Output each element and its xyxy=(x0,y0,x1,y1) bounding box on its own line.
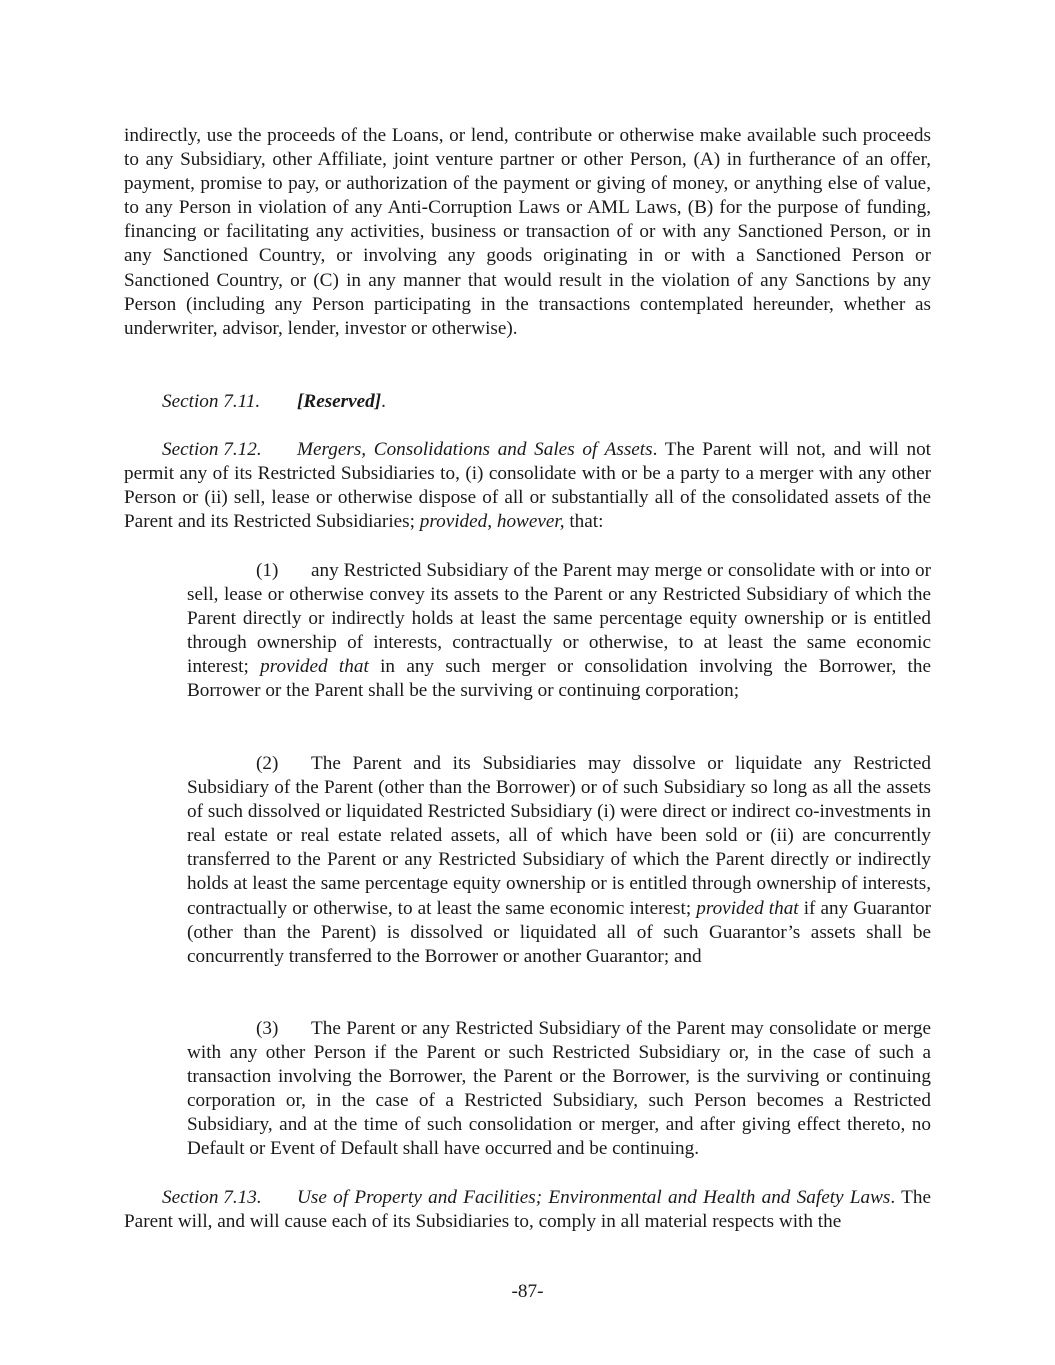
section-title: [Reserved] xyxy=(297,391,382,412)
clause-1 xyxy=(187,559,931,704)
section-number: Section 7.12. xyxy=(162,439,262,460)
clause-3 xyxy=(187,1017,931,1162)
section-title-end: . xyxy=(652,439,658,460)
continuation-paragraph: indirectly, use the proceeds of the Loans, or lend, contribute or otherwise make available such proceeds to any Subsidiary, other Affiliate, joint venture partner or other Person, (A) in furtherance of an offer, payment, promise to pay, or authorization of the payment or giving of money, or anything else of value, to any Person in violation of any Anti-Corruption Laws or AML Laws, (B) for the purpose of funding, financing or facilitating any activities, business or transaction of or with any Sanctioned Person, or in any Sanctioned Country, or involving any goods originating in or with a Sanctioned Person or Sanctioned Country, or (C) in any manner that would result in the violation of any Sanctions by any Person (including any Person participating in the transactions contemplated hereunder, whether as underwriter, advisor, lender, investor or otherwise). xyxy=(124,125,931,339)
section-body: The Parent will, and will cause each of its Subsidiaries to, comply in all material respects with the xyxy=(124,1187,931,1233)
section-7-12 xyxy=(124,438,931,534)
clause-label: (3) xyxy=(256,1018,279,1039)
section-body: The Parent will not, and will not permit any of its Restricted Subsidiaries to, (i) consolidate with or be a party to a merger with any other Person or (ii) sell, lease or otherwise dispose of all or substantially all of the consolidated assets of the Parent and its Restricted Subsidiaries; xyxy=(124,439,931,533)
clause-label: (1) xyxy=(256,560,279,581)
clause-text-end: if any Guarantor (other than the Parent) is dissolved or liquidated all of such Guarantor’s assets shall be concurrently transferred to the Borrower or another Guarantor; and xyxy=(187,897,931,967)
clause-text: any Restricted Subsidiary of the Parent may merge or consolidate with or into or sell, lease or otherwise convey its assets to the Parent or any Restricted Subsidiary of which the Parent directly or indirectly holds at least the same percentage equity ownership or is entitled through ownership of interests, contractually or otherwise, to at least the same economic interest; xyxy=(187,560,931,678)
section-title: Use of Property and Facilities; Environmental and Health and Safety Laws xyxy=(297,1187,891,1208)
clause-2 xyxy=(187,752,931,969)
clause-text-end: in any such merger or consolidation involving the Borrower, the Borrower or the Parent shall be the surviving or continuing corporation; xyxy=(187,656,931,702)
clause-proviso: provided that xyxy=(260,656,369,678)
clause-text: The Parent and its Subsidiaries may dissolve or liquidate any Restricted Subsidiary of the Parent (other than the Borrower) or of such Subsidiary so long as all the assets of such dissolved or liquidated Restricted Subsidiary (i) were direct or indirect co-investments in real estate or real estate related assets, all of which have been sold or (ii) are concurrently transferred to the Parent or any Restricted Subsidiary of which the Parent directly or indirectly holds at least the same percentage equity ownership or is entitled through ownership of interests, contractually or otherwise, to at least the same economic interest; xyxy=(187,753,931,919)
clause-proviso: provided that xyxy=(696,897,799,919)
section-title: Mergers, Consolidations and Sales of Assets xyxy=(297,439,653,460)
provided-however: provided, however, xyxy=(419,511,565,533)
section-7-11 xyxy=(124,390,931,414)
section-body-end: that: xyxy=(564,511,604,533)
section-number: Section 7.13. xyxy=(162,1187,262,1208)
section-number: Section 7.11. xyxy=(162,391,261,412)
clause-label: (2) xyxy=(256,753,279,774)
section-title-end: . xyxy=(890,1187,896,1208)
page-number: -87- xyxy=(511,1281,544,1302)
section-trailing: . xyxy=(381,391,386,412)
clause-text: The Parent or any Restricted Subsidiary of the Parent may consolidate or merge with any other Person if the Parent or such Restricted Subsidiary or, in the case of such a transaction involving the Borrower, the Parent or the Borrower, is the surviving or continuing corporation or, in the case of a Restricted Subsidiary, such Person becomes a Restricted Subsidiary, and at the time of such consolidation or merger, and after giving effect thereto, no Default or Event of Default shall have occurred and be continuing. xyxy=(187,1018,931,1160)
section-7-13 xyxy=(124,1186,931,1234)
